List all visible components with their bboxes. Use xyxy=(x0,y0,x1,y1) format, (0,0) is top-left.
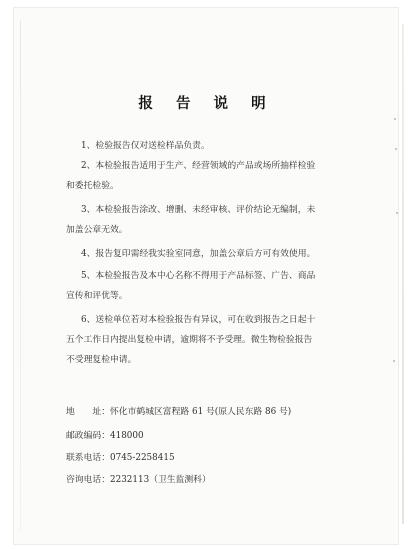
note-6-line-1: 6、送检单位若对本检验报告有异议，可在收到报告之日起十 xyxy=(81,315,316,325)
postcode-row xyxy=(66,428,144,441)
address-row xyxy=(66,404,291,417)
postcode-label: 邮政编码： xyxy=(66,431,110,441)
scan-speck xyxy=(396,212,398,214)
note-6-line-2: 五个工作日内提出复检申请，逾期将不予受理。微生物检验报告 xyxy=(66,335,313,345)
page-title: 报 告 说 明 xyxy=(138,95,275,112)
note-5-line-2: 宣传和评优等。 xyxy=(66,291,128,301)
scan-speck xyxy=(395,148,397,150)
phone-label: 联系电话： xyxy=(66,453,110,463)
postcode-value: 418000 xyxy=(110,431,144,441)
inquiry-row xyxy=(66,472,211,485)
phone-value: 0745-2258415 xyxy=(110,453,175,463)
note-6-line-3: 不受理复检申请。 xyxy=(66,355,137,365)
note-5-line-1: 5、本检验报告及本中心名称不得用于产品标签、广告、商品 xyxy=(81,271,316,281)
address-label: 地 址： xyxy=(66,407,110,417)
note-2-line-1: 2、本检验报告适用于生产、经营领域的产品或场所抽样检验 xyxy=(81,161,316,171)
inquiry-label: 咨询电话： xyxy=(66,475,110,485)
phone-row xyxy=(66,450,175,463)
scan-speck xyxy=(394,118,396,120)
note-3-line-2: 加盖公章无效。 xyxy=(66,225,128,235)
address-value: 怀化市鹤城区富程路 61 号(原人民东路 86 号) xyxy=(110,407,292,417)
note-3-line-1: 3、本检验报告涂改、增删、未经审核、评价结论无编制，未 xyxy=(81,205,316,215)
inquiry-value: 2232113（卫生监测科） xyxy=(110,475,211,485)
note-1-line-1: 1、检验报告仅对送检样品负责。 xyxy=(81,141,210,151)
note-4-line-1: 4、报告复印需经我实验室同意，加盖公章后方可有效使用。 xyxy=(81,249,316,259)
note-2-line-2: 和委托检验。 xyxy=(66,181,119,191)
scan-speck xyxy=(393,360,395,362)
